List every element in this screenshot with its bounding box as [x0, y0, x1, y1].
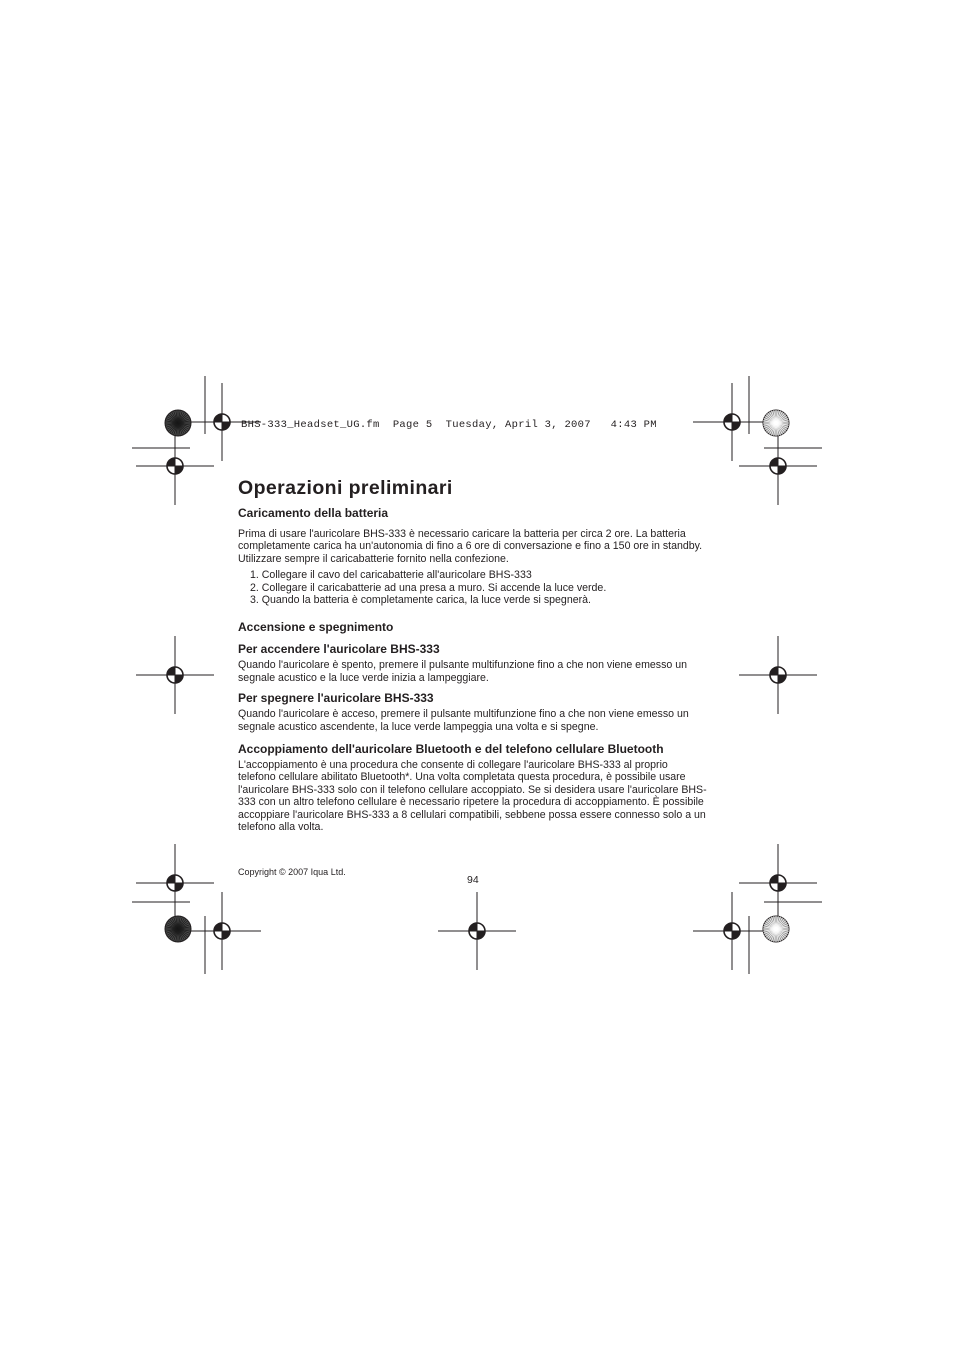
page-title: Operazioni preliminari	[238, 477, 453, 499]
list-item: 1. Collegare il cavo del caricabatterie all'auricolare BHS-333	[250, 569, 532, 582]
header-line: BHS-333_Headset_UG.fm Page 5 Tuesday, April 3, 2007 4:43 PM	[241, 419, 657, 431]
section-heading-battery: Caricamento della batteria	[238, 506, 389, 520]
registration-target-icon	[438, 892, 516, 970]
power-off-text: Quando l'auricolare è acceso, premere il pulsante multifunzione fino a che non viene emesso un segnale acustico ascendente, la luce verde lampeggia una volta e si spegne.	[238, 708, 689, 733]
registration-target-icon	[739, 844, 817, 922]
section-heading-pairing: Accoppiamento dell'auricolare Bluetooth e del telefono cellulare Bluetooth	[238, 742, 664, 757]
battery-steps	[238, 569, 708, 606]
pairing-text: L'accoppiamento è una procedura che consente di collegare l'auricolare BHS-333 al proprio telefono cellulare abilitato Bluetooth*. Una volta completata questa procedura, è possibile usare l'auricolare BHS-333 solo con il telefono cellulare accoppiato. Se si desidera usare l'auricolare BHS-333 con un altro telefono cellulare è necessario ripetere la procedura di accoppiamento. È possibile accoppiare l'auricolare BHS-333 a 8 cellulari compatibili, sebbene possa essere connesso solo a un telefono alla volta.	[238, 759, 707, 834]
list-item: 3. Quando la batteria è completamente carica, la luce verde si spegnerà.	[250, 594, 591, 607]
battery-intro: Prima di usare l'auricolare BHS-333 è necessario caricare la batteria per circa 2 ore. La batteria completamente carica ha un'autonomia di fino a 6 ore di conversazione e fino a 150 ore in standby.	[238, 528, 703, 553]
page-content	[238, 476, 708, 834]
registration-target-icon	[693, 892, 771, 970]
subheading-power-on: Per accendere l'auricolare BHS-333	[238, 642, 440, 657]
page-number: 94	[467, 874, 479, 886]
list-item: 2. Collegare il caricabatterie ad una presa a muro. Si accende la luce verde.	[250, 581, 607, 594]
registration-starburst-icon	[165, 410, 191, 436]
registration-starburst-icon	[763, 410, 789, 436]
registration-target-icon	[739, 636, 817, 714]
registration-starburst-icon	[763, 916, 789, 942]
registration-target-icon	[136, 844, 214, 922]
registration-target-icon	[693, 383, 771, 461]
battery-note: Utilizzare sempre il caricabatterie fornito nella confezione.	[238, 552, 509, 565]
registration-starburst-icon	[165, 916, 191, 942]
copyright-notice: Copyright © 2007 Iqua Ltd.	[238, 867, 346, 877]
registration-target-icon	[136, 427, 214, 505]
subheading-power-off: Per spegnere l'auricolare BHS-333	[238, 691, 434, 706]
registration-target-icon	[183, 892, 261, 970]
section-heading-power: Accensione e spegnimento	[238, 620, 394, 635]
registration-target-icon	[739, 427, 817, 505]
power-on-text: Quando l'auricolare è spento, premere il pulsante multifunzione fino a che non viene emesso un segnale acustico e la luce verde inizia a lampeggiare.	[238, 659, 687, 684]
registration-target-icon	[136, 636, 214, 714]
